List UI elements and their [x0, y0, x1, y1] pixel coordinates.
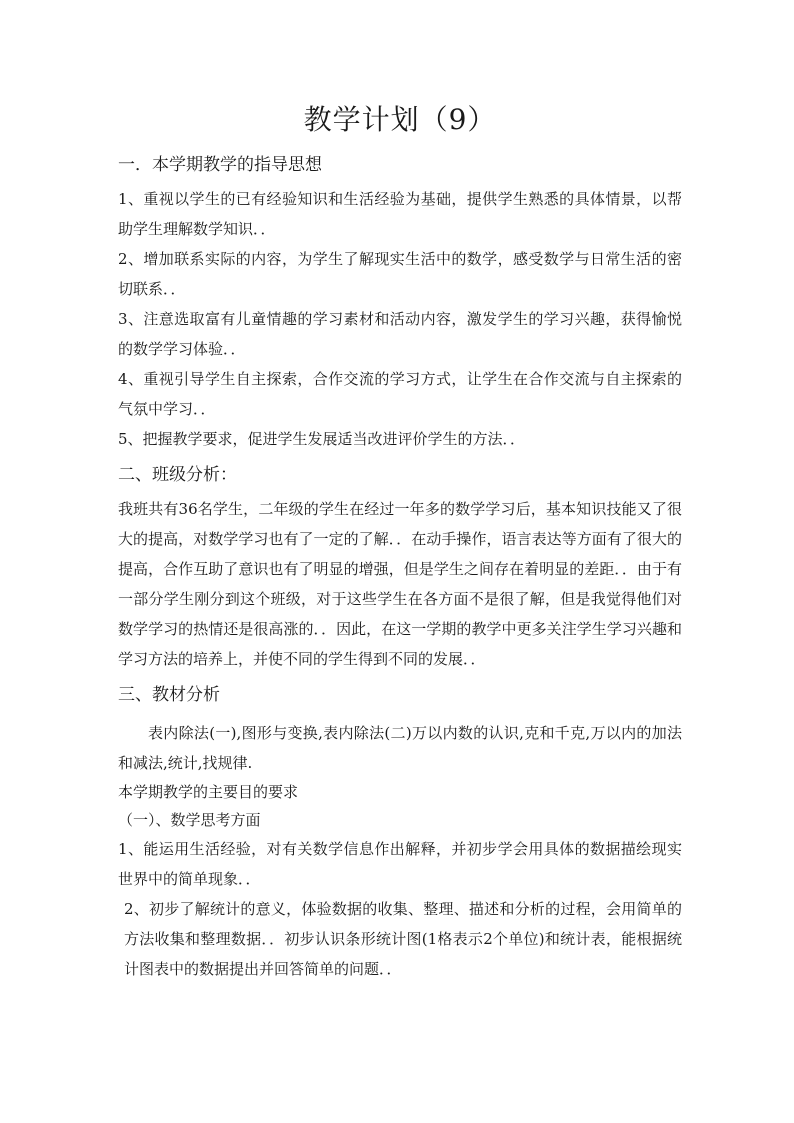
section-2-body: 我班共有36名学生，二年级的学生在经过一年多的数学学习后，基本知识技能又了很大的提高，对数学学习也有了一定的了解．．在动手操作，语言表达等方面有了很大的提高，合作互助了意识也有了明显的增强，但是学生之间存在着明显的差距．．由于有一部分学生刚分到这个班级，对于这些学生在各方面不是很了解，但是我觉得他们对数学学习的热情还是很高涨的．．因此，在这一学期的教学中更多关注学生学习兴趣和学习方法的培养上，并使不同的学生得到不同的发展．． [118, 500, 682, 668]
section-3-subheading: （一）、数学思考方面 [118, 811, 261, 829]
section-1-item-2: 2、增加联系实际的内容，为学生了解现实生活中的数学，感受数学与日常生活的密切联系．． [118, 250, 682, 298]
section-1-item-5: 5、把握教学要求，促进学生发展适当改进评价学生的方法．． [118, 430, 526, 448]
section-3-heading: 三、教材分析 [118, 685, 220, 705]
goals-title: 本学期教学的主要目的要求 [118, 783, 299, 801]
section-1-heading: 一．本学期教学的指导思想 [118, 155, 322, 175]
section-2-heading: 二、班级分析： [118, 465, 237, 485]
section-1-item-4: 4、重视引导学生自主探索，合作交流的学习方式，让学生在合作交流与自主探索的气氛中学习．． [118, 370, 682, 418]
section-3-item-1: 1、能运用生活经验，对有关数学信息作出解释，并初步学会用具体的数据描绘现实世界中的简单现象．． [118, 840, 682, 888]
document-title: 教学计划（9） [303, 103, 497, 136]
section-1-item-1: 1、重视以学生的已有经验知识和生活经验为基础，提供学生熟悉的具体情景，以帮助学生理解数学知识．． [118, 190, 682, 238]
section-3-body: 表内除法(一),图形与变换,表内除法(二)万以内数的认识,克和千克,万以内的加法和减法,统计,找规律. [118, 724, 682, 772]
section-1-item-3: 3、注意选取富有儿童情趣的学习素材和活动内容，激发学生的学习兴趣，获得愉悦的数学学习体验．． [118, 310, 682, 358]
section-3-item-2: 2、初步了解统计的意义，体验数据的收集、整理、描述和分析的过程，会用简单的方法收集和整理数据．．初步认识条形统计图(1格表示2个单位)和统计表，能根据统计图表中的数据提出并回答简单的问题．． [124, 900, 682, 978]
